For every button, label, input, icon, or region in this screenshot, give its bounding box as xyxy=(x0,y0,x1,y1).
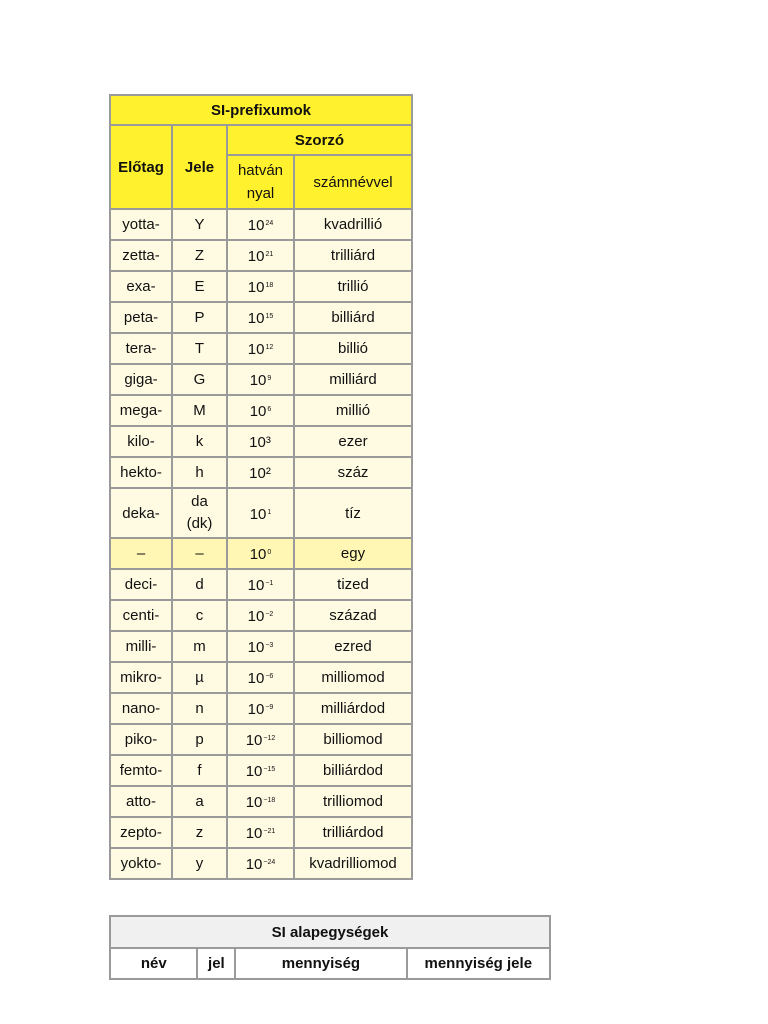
power-cell xyxy=(227,817,294,848)
symbol-cell: n xyxy=(172,693,227,724)
word-cell: milliomod xyxy=(294,662,412,693)
prefix-cell: deka- xyxy=(110,488,172,538)
prefix-cell: mikro- xyxy=(110,662,172,693)
table-row xyxy=(110,302,412,333)
power-exponent: 21 xyxy=(265,251,274,258)
power-base: 10³ xyxy=(249,434,271,451)
word-cell: ezred xyxy=(294,631,412,662)
power-exponent: −12 xyxy=(263,735,276,742)
power-base: 10 xyxy=(249,372,267,389)
table-row xyxy=(110,848,412,879)
symbol-cell: m xyxy=(172,631,227,662)
symbol-cell: – xyxy=(172,538,227,569)
power-cell xyxy=(227,693,294,724)
power-exponent: −3 xyxy=(265,642,274,649)
si-prefixes-table xyxy=(109,94,413,880)
word-cell: billiomod xyxy=(294,724,412,755)
power-exponent: 24 xyxy=(265,220,274,227)
symbol-cell: P xyxy=(172,302,227,333)
table-row xyxy=(110,240,412,271)
header-name: név xyxy=(110,948,197,979)
header-power-line2: nyal xyxy=(246,185,275,202)
power-exponent: −6 xyxy=(265,673,274,680)
header-power xyxy=(227,155,294,209)
symbol-cell: M xyxy=(172,395,227,426)
power-cell xyxy=(227,209,294,240)
word-cell: egy xyxy=(294,538,412,569)
power-exponent: −18 xyxy=(263,797,276,804)
word-cell: billiárd xyxy=(294,302,412,333)
prefix-cell: zepto- xyxy=(110,817,172,848)
power-cell xyxy=(227,631,294,662)
table-row xyxy=(110,786,412,817)
table-row xyxy=(110,271,412,302)
power-exponent: 6 xyxy=(267,406,272,413)
prefix-cell: atto- xyxy=(110,786,172,817)
symbol-cell: p xyxy=(172,724,227,755)
power-cell xyxy=(227,600,294,631)
symbol-cell: d xyxy=(172,569,227,600)
word-cell: milliárdod xyxy=(294,693,412,724)
symbol-line1: da xyxy=(191,493,208,510)
table-row xyxy=(110,364,412,395)
prefix-cell: piko- xyxy=(110,724,172,755)
word-cell: milliárd xyxy=(294,364,412,395)
word-cell: trilliomod xyxy=(294,786,412,817)
table-row xyxy=(110,600,412,631)
power-base: 10 xyxy=(247,341,265,358)
word-cell: millió xyxy=(294,395,412,426)
power-cell xyxy=(227,426,294,457)
symbol-cell: y xyxy=(172,848,227,879)
table-row xyxy=(110,209,412,240)
header-multiplier: Szorzó xyxy=(227,125,412,155)
power-exponent: −24 xyxy=(263,859,276,866)
word-cell: billió xyxy=(294,333,412,364)
power-base: 10 xyxy=(247,248,265,265)
power-cell xyxy=(227,240,294,271)
header-symbol: jel xyxy=(197,948,235,979)
word-cell: század xyxy=(294,600,412,631)
power-base: 10 xyxy=(249,403,267,420)
word-cell: kvadrillió xyxy=(294,209,412,240)
word-cell: tíz xyxy=(294,488,412,538)
header-power-line1: hatván xyxy=(237,162,284,179)
si-base-units-table xyxy=(109,915,551,980)
prefix-cell: kilo- xyxy=(110,426,172,457)
symbol-line2: (dk) xyxy=(186,515,213,532)
prefix-cell: mega- xyxy=(110,395,172,426)
power-base: 10² xyxy=(249,465,271,482)
power-exponent: −2 xyxy=(265,611,274,618)
table-row xyxy=(110,457,412,488)
power-base: 10 xyxy=(247,279,265,296)
prefix-cell: centi- xyxy=(110,600,172,631)
power-base: 10 xyxy=(245,732,263,749)
power-base: 10 xyxy=(249,546,267,563)
power-cell xyxy=(227,755,294,786)
word-cell: száz xyxy=(294,457,412,488)
power-cell xyxy=(227,364,294,395)
power-exponent: −15 xyxy=(263,766,276,773)
prefix-cell: yokto- xyxy=(110,848,172,879)
power-cell xyxy=(227,457,294,488)
prefix-cell: deci- xyxy=(110,569,172,600)
prefix-cell: exa- xyxy=(110,271,172,302)
prefix-cell: giga- xyxy=(110,364,172,395)
table-row xyxy=(110,426,412,457)
power-exponent: 18 xyxy=(265,282,274,289)
power-exponent: 12 xyxy=(265,344,274,351)
power-exponent: 1 xyxy=(267,508,272,516)
power-cell xyxy=(227,569,294,600)
power-base: 10 xyxy=(247,608,265,625)
table-row xyxy=(110,724,412,755)
prefix-cell: milli- xyxy=(110,631,172,662)
symbol-cell: c xyxy=(172,600,227,631)
power-base: 10 xyxy=(245,856,263,873)
header-quantity-symbol: mennyiség jele xyxy=(407,948,550,979)
table-row xyxy=(110,693,412,724)
prefix-table-title: SI-prefixumok xyxy=(110,95,412,125)
table-row xyxy=(110,631,412,662)
prefix-cell: peta- xyxy=(110,302,172,333)
power-exponent: −1 xyxy=(265,580,274,587)
symbol-cell: µ xyxy=(172,662,227,693)
power-base: 10 xyxy=(247,577,265,594)
table-row xyxy=(110,817,412,848)
word-cell: ezer xyxy=(294,426,412,457)
power-base: 10 xyxy=(245,794,263,811)
power-exponent: 0 xyxy=(267,549,272,556)
power-exponent: −21 xyxy=(263,828,276,835)
symbol-cell: z xyxy=(172,817,227,848)
symbol-cell: f xyxy=(172,755,227,786)
prefix-cell: zetta- xyxy=(110,240,172,271)
header-quantity: mennyiség xyxy=(235,948,406,979)
power-cell xyxy=(227,786,294,817)
prefix-cell: yotta- xyxy=(110,209,172,240)
symbol-cell: E xyxy=(172,271,227,302)
table-row-base xyxy=(110,538,412,569)
header-prefix: Előtag xyxy=(110,125,172,209)
power-cell xyxy=(227,271,294,302)
prefix-cell: tera- xyxy=(110,333,172,364)
power-base: 10 xyxy=(245,825,263,842)
power-base: 10 xyxy=(245,763,263,780)
power-exponent: 15 xyxy=(265,313,274,320)
power-base: 10 xyxy=(247,701,265,718)
table-row xyxy=(110,488,412,538)
word-cell: tized xyxy=(294,569,412,600)
symbol-cell: h xyxy=(172,457,227,488)
word-cell: trillió xyxy=(294,271,412,302)
power-base: 10 xyxy=(247,670,265,687)
symbol-cell: G xyxy=(172,364,227,395)
power-exponent: −9 xyxy=(265,704,274,711)
symbol-cell: Y xyxy=(172,209,227,240)
prefix-cell: – xyxy=(110,538,172,569)
power-base: 10 xyxy=(247,217,265,234)
power-base: 10 xyxy=(247,310,265,327)
table-row xyxy=(110,569,412,600)
power-base: 10 xyxy=(249,505,267,523)
symbol-cell: T xyxy=(172,333,227,364)
word-cell: trilliárdod xyxy=(294,817,412,848)
power-cell xyxy=(227,724,294,755)
table-row xyxy=(110,755,412,786)
prefix-cell: hekto- xyxy=(110,457,172,488)
power-cell xyxy=(227,333,294,364)
table-row xyxy=(110,395,412,426)
power-cell xyxy=(227,662,294,693)
symbol-cell xyxy=(172,488,227,538)
symbol-cell: k xyxy=(172,426,227,457)
power-cell xyxy=(227,538,294,569)
prefix-cell: femto- xyxy=(110,755,172,786)
word-cell: trilliárd xyxy=(294,240,412,271)
power-cell xyxy=(227,488,294,538)
table-row xyxy=(110,662,412,693)
word-cell: billiárdod xyxy=(294,755,412,786)
word-cell: kvadrilliomod xyxy=(294,848,412,879)
prefix-cell: nano- xyxy=(110,693,172,724)
power-cell xyxy=(227,395,294,426)
power-cell xyxy=(227,848,294,879)
header-symbol: Jele xyxy=(172,125,227,209)
header-word: számnévvel xyxy=(294,155,412,209)
symbol-cell: a xyxy=(172,786,227,817)
base-table-title: SI alapegységek xyxy=(110,916,550,948)
table-row xyxy=(110,333,412,364)
power-exponent: 9 xyxy=(267,375,272,382)
power-base: 10 xyxy=(247,639,265,656)
power-cell xyxy=(227,302,294,333)
symbol-cell: Z xyxy=(172,240,227,271)
